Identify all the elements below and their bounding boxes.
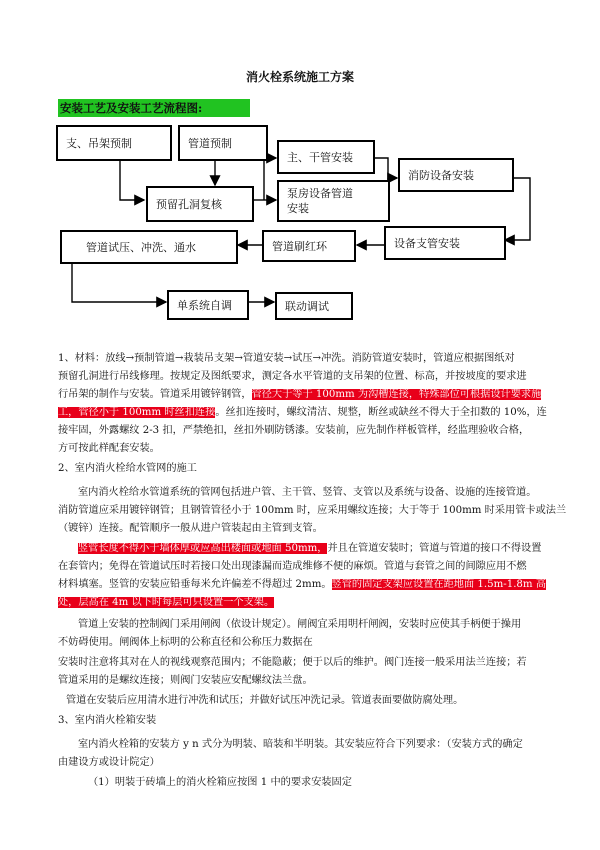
body-line: （镀锌）连接。配管顺序一般从进户管装起由主管到支管。	[58, 523, 323, 534]
body-line: 管道上安装的控制阀门采用闸阀（依设计规定）。闸阀宜采用明杆闸阀，安装时应使其手柄便于操用	[78, 619, 522, 630]
highlight-red: 竖管的固定支架应设置在距地面 1.5m-1.8m 高	[331, 579, 547, 590]
body-line: 方可按此样配套安装。	[58, 443, 160, 454]
body-line: 管道采用的是螺纹连接；则阀门安装应安配螺纹法兰盘。	[58, 675, 313, 686]
flow-node-label: 泵房设备管道	[287, 187, 353, 200]
flow-node-label: 预留孔洞复核	[156, 198, 222, 211]
flow-node-label: 管道预制	[188, 137, 232, 150]
flow-node-label: 联动调试	[285, 300, 329, 313]
body-line: 不妨碍使用。闸阀体上标明的公称直径和公称压力数据在	[58, 637, 313, 648]
body-line: 室内消火栓给水管道系统的管网包括进户管、主干管、竖管、支管以及系统与设备、设施的连接管道。	[78, 487, 537, 498]
body-line: 安装时注意将其对在人的视线观察范围内；不能隐蔽；便于以后的维护。阀门连接一般采用法兰连接；若	[58, 657, 527, 668]
flow-node-pump-room-install	[277, 180, 390, 222]
body-line	[58, 594, 274, 612]
flow-node-support-prefab	[56, 125, 172, 161]
body-line: 室内消火栓箱的安装方 y n 式分为明装、暗装和半明装。其安装应符合下列要求：（安装方式的确定	[78, 739, 523, 750]
flow-node-fire-equipment-install	[398, 158, 514, 192]
body-line: 由建设方或设计院定）	[58, 757, 160, 768]
body-line: （1）明装于砖墙上的消火栓箱应按图 1 中的要求安装固定	[88, 777, 352, 788]
section-heading-3: 3、室内消火栓箱安装	[58, 715, 157, 726]
highlight-red: 处，层高在 4m 以下时每层可只设置一个支架。	[58, 597, 275, 608]
page-title: 消火栓系统施工方案	[245, 70, 354, 84]
flow-node-red-ring-paint	[262, 230, 356, 262]
flow-node-label: 主、干管安装	[287, 151, 353, 164]
flow-node-branch-pipe-install	[384, 226, 506, 260]
body-line: 消防管道应采用镀锌钢管；且钢管管径小于 100mm 时，应采用螺纹连接；大于等于 100mm 时采用管卡或法兰	[58, 505, 567, 516]
body-line: 行吊架的制作与安装。管道采用镀锌钢管，管径大于等于 100mm 为沟槽连接，特殊部位可根据设计要求施	[58, 389, 542, 400]
body-line: 接牢固，外露螺纹 2-3 扣，严禁绝扣，丝扣外刷防锈漆。安装前，应先制作样板管样，经监理验收合格，	[58, 425, 530, 436]
flow-node-pipe-prefab	[178, 125, 268, 161]
section-heading-2: 2、室内消火栓给水管网的施工	[58, 463, 197, 474]
flow-node-label: 支、吊架预制	[66, 137, 132, 150]
flow-node-label: 安装	[287, 202, 309, 215]
body-line: 工，管径小于 100mm 时丝扣连接。丝扣连接时，螺纹清洁、规整，断丝或缺丝不得大于全扣数的 10%，连	[58, 407, 547, 418]
body-line: 预留孔洞进行吊线修理。按规定及图纸要求，测定各水平管道的支吊架的位置、标高，并按坡度的要求进	[58, 371, 527, 382]
flow-node-hole-review	[146, 186, 254, 222]
highlight-red: 工，管径小于 100mm 时丝扣连接	[58, 407, 216, 418]
highlight-red: 竖管长度不得小于墙体厚或应高出楼面或地面 50mm，	[78, 543, 328, 554]
body-line: 竖管长度不得小于墙体厚或应高出楼面或地面 50mm，并且在管道安装时；管道与管道的接口不得设置	[78, 543, 542, 554]
flow-node-linkage-debug	[275, 292, 353, 320]
flow-node-pressure-test	[60, 230, 238, 264]
body-line: 1、材料：放线→预制管道→栽装吊支架→管道安装→试压→冲洗。消防管道安装时，管道应根据图纸对	[58, 353, 515, 364]
flow-node-label: 管道试压、冲洗、通水	[86, 241, 196, 254]
flow-node-label: 设备支管安装	[394, 237, 460, 250]
highlight-red: 管径大于等于 100mm 为沟槽连接，特殊部位可根据设计要求施	[251, 389, 542, 400]
body-line: 在套管内；免得在管道试压时若接口处出现漆漏而造成维修不便的麻烦。管道与套管之间的间隙应用不燃	[58, 561, 527, 572]
flow-node-label: 消防设备安装	[408, 169, 474, 182]
flow-node-main-pipe-install	[277, 140, 375, 174]
body-line: 管道在安装后应用清水进行冲洗和试压；并做好试压冲洗记录。管道表面要做防腐处理。	[66, 695, 464, 706]
flow-node-label: 单系统自调	[177, 299, 232, 312]
flow-node-single-system-debug	[167, 290, 249, 320]
body-line: 材料填塞。竖管的安装应铅垂每米允许偏差不得超过 2mm。竖管的固定支架应设置在距地面 1.5m-1.8m 高	[58, 579, 547, 590]
section-heading: 安装工艺及安装工艺流程图:	[58, 99, 250, 117]
flow-node-label: 管道刷红环	[272, 240, 327, 253]
